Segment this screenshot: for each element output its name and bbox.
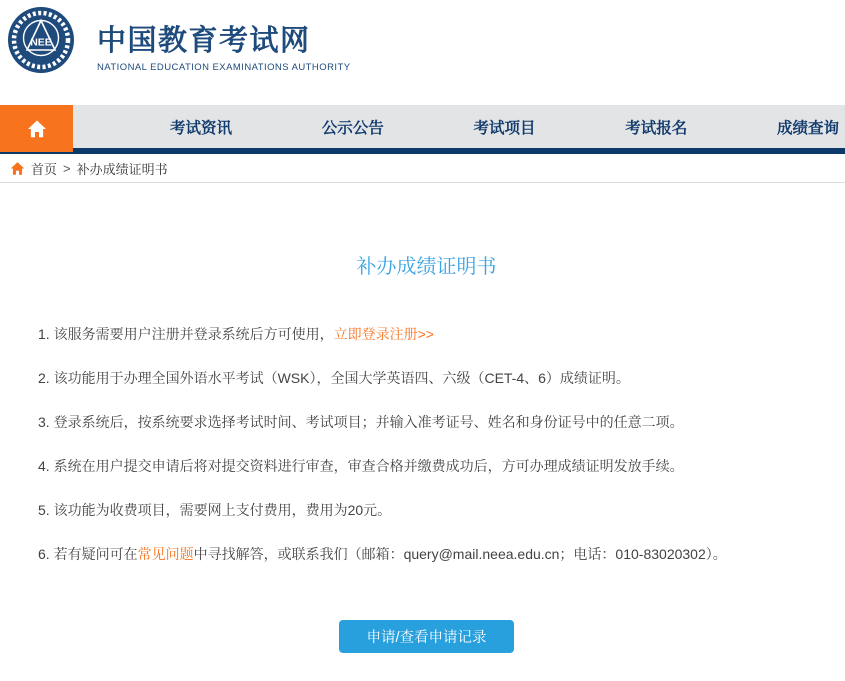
nav-item-exam-registration[interactable]: 考试报名 bbox=[625, 119, 688, 137]
instruction-1-text: 1. 该服务需要用户注册并登录系统后方可使用， bbox=[38, 326, 334, 342]
instruction-3: 3. 登录系统后，按系统要求选择考试时间、考试项目；并输入准考证号、姓名和身份证号中的任意二项。 bbox=[38, 414, 684, 430]
instruction-6-pre: 6. 若有疑问可在 bbox=[38, 546, 138, 562]
nav-home-button[interactable] bbox=[0, 105, 73, 152]
site-header bbox=[0, 0, 845, 105]
instruction-6-post: 中寻找解答，或联系我们（邮箱：query@mail.neea.edu.cn；电话：010-83020302）。 bbox=[193, 546, 727, 562]
logo-letters: NEE bbox=[30, 36, 52, 49]
button-row bbox=[38, 620, 815, 653]
instruction-5: 5. 该功能为收费项目，需要网上支付费用，费用为20元。 bbox=[38, 502, 392, 518]
breadcrumb-home-icon bbox=[10, 161, 25, 176]
home-icon bbox=[27, 119, 47, 139]
nav-items bbox=[170, 105, 839, 148]
nav-item-exam-news[interactable]: 考试资讯 bbox=[170, 119, 233, 137]
site-title: 中国教育考试网 bbox=[97, 25, 311, 57]
nav-item-exam-programs[interactable]: 考试项目 bbox=[473, 119, 536, 137]
login-register-link[interactable]: 立即登录注册>> bbox=[333, 326, 434, 342]
neea-logo[interactable] bbox=[8, 7, 74, 73]
breadcrumb-home-link[interactable]: 首页 bbox=[31, 161, 58, 177]
site-subtitle: NATIONAL EDUCATION EXAMINATIONS AUTHORITY bbox=[97, 61, 351, 73]
faq-link[interactable]: 常见问题 bbox=[137, 546, 194, 562]
main-content bbox=[0, 253, 845, 653]
header-titles bbox=[97, 26, 351, 73]
instructions-list bbox=[38, 324, 815, 564]
main-nav bbox=[0, 105, 845, 148]
instruction-6 bbox=[38, 544, 815, 564]
instruction-1 bbox=[38, 324, 815, 344]
breadcrumb-current: 补办成绩证明书 bbox=[76, 161, 168, 177]
page-title: 补办成绩证明书 bbox=[356, 256, 497, 278]
instruction-2: 2. 该功能用于办理全国外语水平考试（WSK），全国大学英语四、六级（CET-4、6）成绩证明。 bbox=[38, 370, 630, 386]
breadcrumb bbox=[0, 154, 845, 183]
breadcrumb-separator: > bbox=[63, 160, 71, 176]
nav-item-score-inquiry[interactable]: 成绩查询 bbox=[776, 119, 839, 137]
nav-item-announcements[interactable]: 公示公告 bbox=[321, 119, 384, 137]
instruction-4: 4. 系统在用户提交申请后将对提交资料进行审查，审查合格并缴费成功后，方可办理成绩证明发放手续。 bbox=[38, 458, 684, 474]
apply-view-records-button[interactable]: 申请/查看申请记录 bbox=[339, 620, 514, 653]
